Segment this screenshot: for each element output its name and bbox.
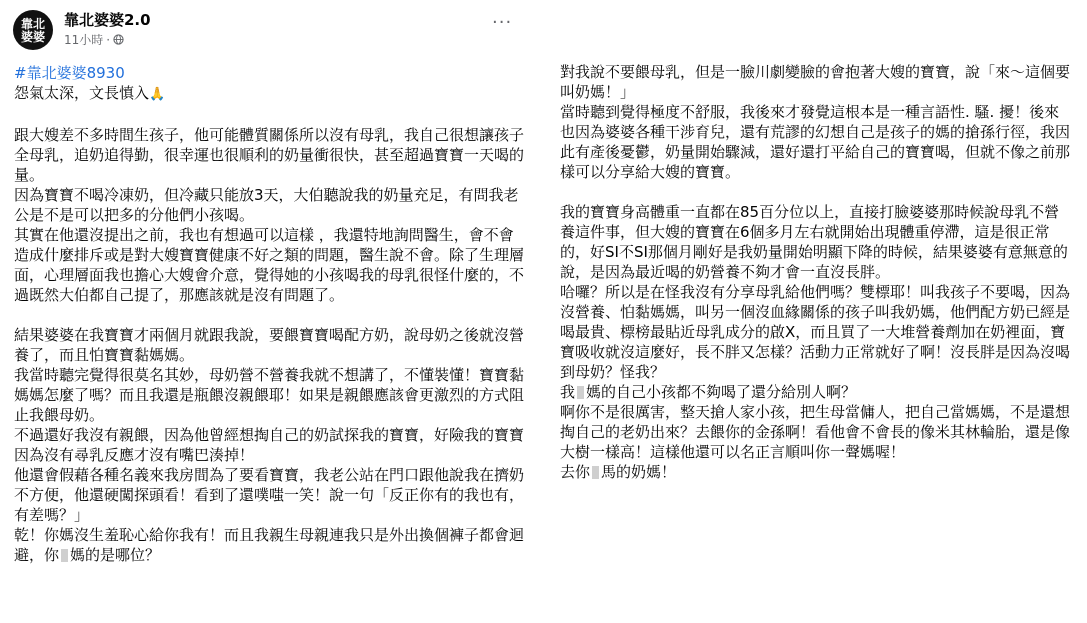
paragraph-text: 媽的是哪位？ [70, 546, 161, 564]
paragraph: 結果婆婆在我寶寶才兩個月就跟我說，要餵寶寶喝配方奶，說母奶之後就沒營養了，而且怕寶寶黏媽媽。 [14, 326, 525, 364]
post-header [0, 0, 527, 56]
more-options-button[interactable]: ··· [492, 12, 513, 33]
paragraph [14, 525, 524, 565]
globe-icon [113, 34, 124, 45]
paragraph-text: 我 [560, 383, 576, 401]
paragraph-text: 乾！你媽沒生羞恥心給你我有！而且我親生母親連我只是外出換個褲子都會迴避，你 [14, 526, 525, 564]
paragraph: 哈囉？所以是在怪我沒有分享母乳給他們嗎？雙標耶！叫我孩子不要喝，因為沒營養、怕黏媽媽，叫另一個沒血緣關係的孩子叫我奶媽，他們配方奶已經是喝最貴、標榜最貼近母乳成分的啟X，而且買了一大堆營養劑加在奶裡面，寶寶吸收就沒這麼好，長不胖又怎樣？活動力正常就好了啊！沒長胖是因為沒喝到母奶？怪我？ [560, 283, 1071, 381]
post-body-left [14, 63, 524, 565]
censored-mark [592, 466, 599, 479]
paragraph: 我的寶寶身高體重一直都在85百分位以上，直接打臉婆婆那時候說母乳不營養這件事，但大嫂的寶寶在6個多月左右就開始出現體重停滯，這是很正常的，好SI不SI那個月剛好是我奶量開始明顯下降的時候，結果婆婆有意無意的說，是因為最近喝的奶營養不夠才會一直沒長胖。 [560, 203, 1068, 281]
paragraph: 跟大嫂差不多時間生孩子，他可能體質關係所以沒有母乳，我自己很想讓孩子全母乳，追奶追得勤，很幸運也很順利的奶量衝很快，甚至超過寶寶一天喝的量。 [14, 126, 525, 184]
post-time[interactable]: 11小時 [64, 33, 104, 47]
paragraph-text: 媽的自己小孩都不夠喝了還分給別人啊？ [586, 383, 857, 401]
meta-separator: · [106, 32, 111, 47]
paragraph: 啊你不是很厲害，整天搶人家小孩，把生母當傭人，把自己當媽媽，不是還想掏自己的老奶出來？去餵你的金孫啊！看他會不會長的像米其林輪胎，還是像大樹一樣高！這樣他還可以名正言順叫你一聲媽喔！ [560, 403, 1071, 461]
paragraph [560, 462, 1070, 482]
post-meta [64, 31, 124, 48]
hashtag-link[interactable]: #靠北婆婆8930 [14, 64, 125, 82]
post-column-left [0, 0, 527, 623]
censored-mark [61, 549, 68, 562]
paragraph: 他還會假藉各種名義來我房間為了要看寶寶，我老公站在門口跟他說我在擠奶不方便，他還硬闖探頭看！看到了還噗嗤一笑！說一句「反正你有的我也有，有差嗎？」 [14, 466, 525, 524]
paragraph-text: 馬的奶媽！ [601, 463, 677, 481]
paragraph-text: 去你 [560, 463, 591, 481]
page-name-link[interactable]: 靠北婆婆2.0 [64, 11, 151, 29]
paragraph: 我當時聽完覺得很莫名其妙，母奶營不營養我就不想講了，不懂裝懂！寶寶黏媽媽怎麼了嗎？而且我還是瓶餵沒親餵耶！如果是親餵應該會更激烈的方式阻止我餵母奶。 [14, 366, 525, 424]
paragraph: 對我說不要餵母乳，但是一臉川劇變臉的會抱著大嫂的寶寶，說「來～這個要叫奶媽！」 [560, 63, 1071, 101]
post-body-right [560, 62, 1070, 482]
paragraph: 不過還好我沒有親餵，因為他曾經想掏自己的奶試探我的寶寶，好險我的寶寶因為沒有尋乳反應才沒有嘴巴湊掉！ [14, 426, 525, 464]
censored-mark [577, 386, 584, 399]
paragraph: 因為寶寶不喝冷凍奶，但冷藏只能放3天，大伯聽說我的奶量充足，有問我老公是不是可以把多的分他們小孩喝。 [14, 186, 519, 224]
pray-hands-icon: 🙏 [149, 87, 166, 102]
avatar[interactable] [13, 10, 53, 50]
paragraph [560, 382, 1070, 402]
avatar-text: 靠北婆婆 [20, 16, 45, 44]
paragraph: 其實在他還沒提出之前，我也有想過可以這樣 ，我還特地詢問醫生，會不會造成什麼排斥或是對大嫂寶寶健康不好之類的問題，醫生說不會。除了生理層面，心理層面我也擔心大嫂會介意，覺得她的小孩喝我的母乳很怪什麼的，不過既然大伯都自己提了，那應該就是沒有問題了。 [14, 226, 525, 304]
post-column-right [557, 0, 1077, 623]
intro-text: 怨氣太深，文長慎入 [14, 84, 150, 102]
paragraph: 當時聽到覺得極度不舒服，我後來才發覺這根本是一種言語性. 騷. 擾！後來也因為婆婆各種干涉育兒，還有荒謬的幻想自己是孩子的媽的搶孫行徑，我因此有產後憂鬱，奶量開始驟減，還好還打平給自己的寶寶喝，但就不像之前那樣可以分享給大嫂的寶寶。 [560, 103, 1071, 181]
